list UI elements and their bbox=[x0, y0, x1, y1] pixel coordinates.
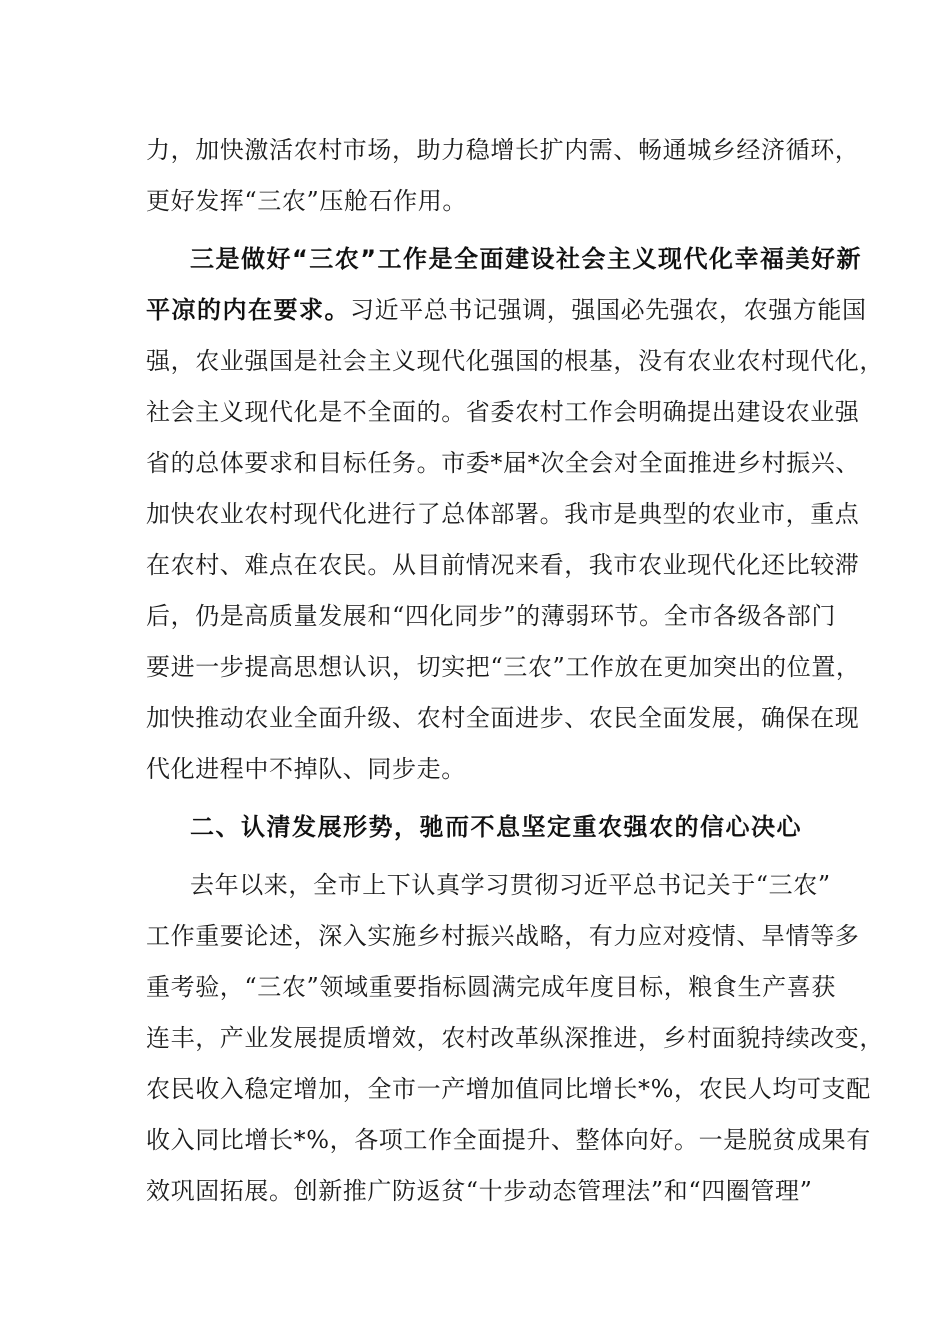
text-line bbox=[146, 1075, 871, 1103]
line-text: 加快农业农村现代化进行了总体部署。我市是典型的农业市，重点 bbox=[146, 500, 860, 528]
text-line bbox=[146, 398, 859, 426]
text-line bbox=[146, 704, 859, 732]
line-text: 强，农业强国是社会主义现代化强国的根基，没有农业农村现代化， bbox=[146, 347, 884, 375]
line-text: 效巩固拓展。创新推广防返贫“十步动态管理法”和“四圈管理” bbox=[146, 1177, 813, 1205]
text-line bbox=[146, 136, 859, 164]
text-line bbox=[146, 551, 859, 579]
text-line bbox=[146, 500, 859, 528]
line-text: 更好发挥“三农”压舱石作用。 bbox=[146, 187, 467, 215]
line-text: 习近平总书记强调，强国必先强农，农强方能国 bbox=[350, 296, 867, 324]
text-line bbox=[146, 1024, 884, 1052]
line-text: 在农村、难点在农民。从目前情况来看，我市农业现代化还比较滞 bbox=[146, 551, 860, 579]
line-text: 收入同比增长*%，各项工作全面提升、整体向好。一是脱贫成果有 bbox=[146, 1126, 871, 1154]
line-text: 工作重要论述，深入实施乡村振兴战略，有力应对疫情、旱情等多 bbox=[146, 922, 860, 950]
text-line bbox=[146, 347, 884, 375]
bold-heading-text: 平凉的内在要求。 bbox=[146, 296, 350, 324]
line-text: 要进一步提高思想认识，切实把“三农”工作放在更加突出的位置， bbox=[146, 653, 861, 681]
text-line bbox=[146, 1177, 812, 1205]
line-text: 农民收入稳定增加，全市一产增加值同比增长*%，农民人均可支配 bbox=[146, 1075, 871, 1103]
line-text: 代化进程中不掉队、同步走。 bbox=[146, 755, 466, 783]
text-line bbox=[146, 449, 860, 477]
text-line bbox=[190, 245, 862, 273]
line-text: 加快推动农业全面升级、农村全面进步、农民全面发展，确保在现 bbox=[146, 704, 860, 732]
line-text: 社会主义现代化是不全面的。省委农村工作会明确提出建设农业强 bbox=[146, 398, 860, 426]
line-text: 去年以来，全市上下认真学习贯彻习近平总书记关于“三农” bbox=[190, 871, 831, 899]
text-line bbox=[146, 922, 859, 950]
section-heading bbox=[190, 813, 802, 841]
line-text: 连丰，产业发展提质增效，农村改革纵深推进，乡村面貌持续改变， bbox=[146, 1024, 884, 1052]
text-line bbox=[146, 296, 867, 324]
text-line bbox=[146, 602, 836, 630]
line-text: 重考验，“三农”领域重要指标圆满完成年度目标，粮食生产喜获 bbox=[146, 973, 836, 1001]
section-heading-text: 二、认清发展形势，驰而不息坚定重农强农的信心决心 bbox=[190, 813, 802, 841]
line-text: 省的总体要求和目标任务。市委*届*次全会对全面推进乡村振兴、 bbox=[146, 449, 860, 477]
text-line bbox=[146, 187, 467, 215]
line-text: 力，加快激活农村市场，助力稳增长扩内需、畅通城乡经济循环， bbox=[146, 136, 860, 164]
line-text: 后，仍是高质量发展和“四化同步”的薄弱环节。全市各级各部门 bbox=[146, 602, 836, 630]
text-line bbox=[146, 755, 466, 783]
bold-heading-text: 三是做好“三农”工作是全面建设社会主义现代化幸福美好新 bbox=[190, 245, 863, 273]
text-line bbox=[146, 1126, 871, 1154]
text-line bbox=[146, 973, 836, 1001]
text-line bbox=[146, 653, 861, 681]
text-line bbox=[190, 871, 831, 899]
